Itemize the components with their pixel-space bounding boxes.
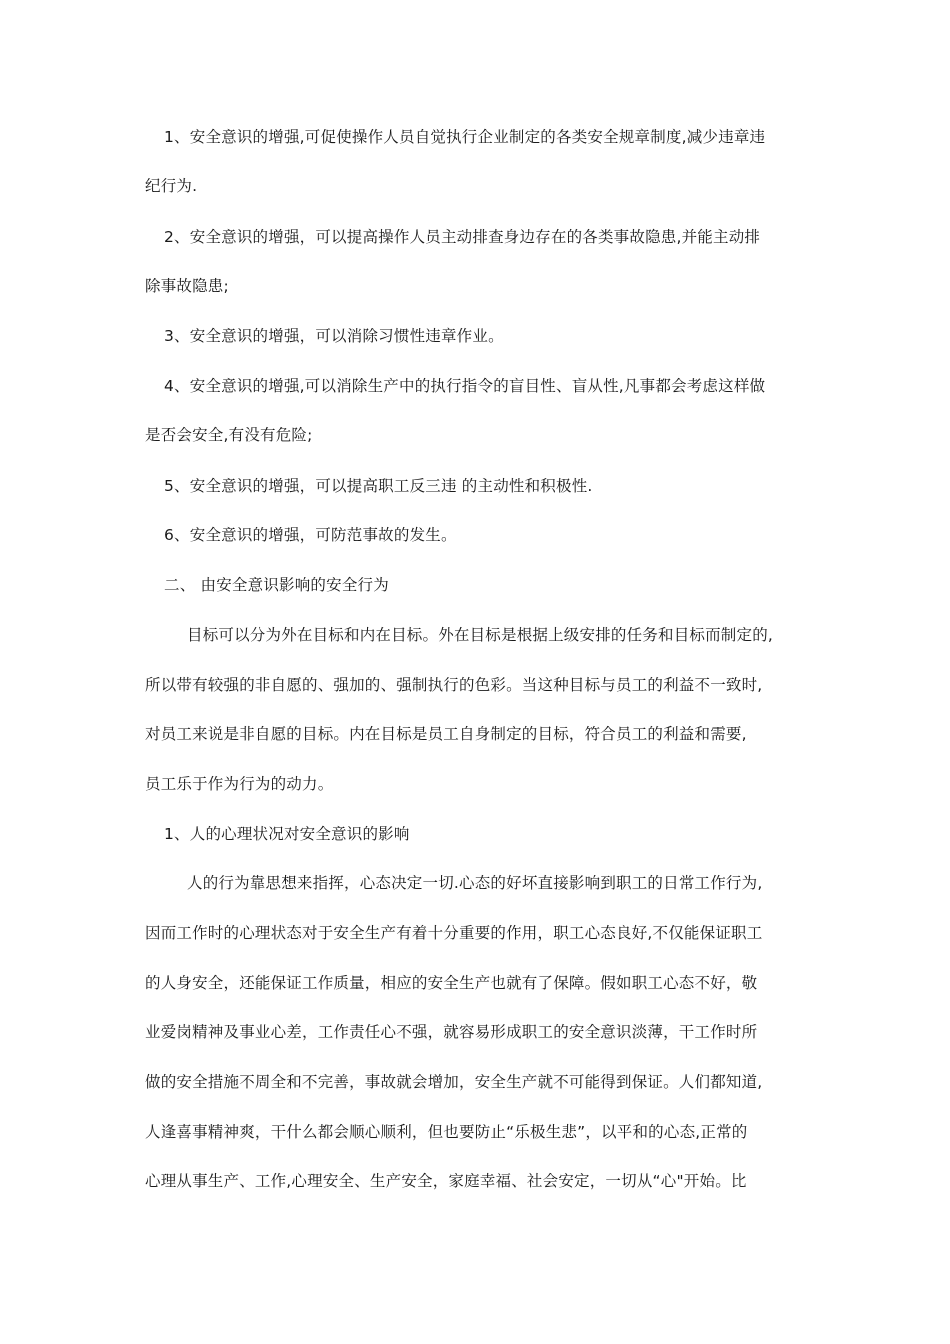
paragraph-2-line-3: 的人身安全，还能保证工作质量，相应的安全生产也就有了保障。假如职工心态不好，敬: [145, 974, 758, 992]
item-6-line-1: 6、安全意识的增强，可防范事故的发生。: [164, 526, 457, 544]
paragraph-1-line-3: 对员工来说是非自愿的目标。内在目标是员工自身制定的目标，符合员工的利益和需要,: [145, 725, 747, 743]
paragraph-2-line-2: 因而工作时的心理状态对于安全生产有着十分重要的作用，职工心态良好,不仅能保证职工: [145, 924, 763, 942]
paragraph-2-line-1: 人的行为靠思想来指挥，心态决定一切.心态的好坏直接影响到职工的日常工作行为,: [187, 874, 763, 892]
paragraph-1-line-2: 所以带有较强的非自愿的、强加的、强制执行的色彩。当这种目标与员工的利益不一致时,: [145, 676, 763, 694]
subsection-heading: 1、人的心理状况对安全意识的影响: [164, 825, 410, 843]
item-2-line-1: 2、安全意识的增强，可以提高操作人员主动排查身边存在的各类事故隐患,并能主动排: [164, 228, 761, 246]
item-2-line-2: 除事故隐患;: [145, 277, 229, 295]
section-heading: 二、 由安全意识影响的安全行为: [164, 576, 389, 594]
paragraph-1-line-1: 目标可以分为外在目标和内在目标。外在目标是根据上级安排的任务和目标而制定的,: [187, 626, 774, 644]
paragraph-2-line-7: 心理从事生产、工作,心理安全、生产安全，家庭幸福、社会安定，一切从“心"开始。比: [145, 1172, 747, 1190]
item-4-line-1: 4、安全意识的增强,可以消除生产中的执行指令的盲目性、盲从性,凡事都会考虑这样做: [164, 377, 766, 395]
paragraph-2-line-5: 做的安全措施不周全和不完善，事故就会增加，安全生产就不可能得到保证。人们都知道,: [145, 1073, 763, 1091]
item-1-line-1: 1、安全意识的增强,可促使操作人员自觉执行企业制定的各类安全规章制度,减少违章违: [164, 128, 766, 146]
item-5-line-1: 5、安全意识的增强，可以提高职工反三违 的主动性和积极性.: [164, 477, 593, 495]
item-3-line-1: 3、安全意识的增强，可以消除习惯性违章作业。: [164, 327, 504, 345]
item-4-line-2: 是否会安全,有没有危险;: [145, 426, 313, 444]
paragraph-1-line-4: 员工乐于作为行为的动力。: [145, 775, 334, 793]
item-1-line-2: 纪行为.: [145, 177, 198, 195]
paragraph-2-line-4: 业爱岗精神及事业心差，工作责任心不强，就容易形成职工的安全意识淡薄，干工作时所: [145, 1023, 758, 1041]
paragraph-2-line-6: 人逢喜事精神爽，干什么都会顺心顺利，但也要防止“乐极生悲”，以平和的心态,正常的: [145, 1123, 748, 1141]
